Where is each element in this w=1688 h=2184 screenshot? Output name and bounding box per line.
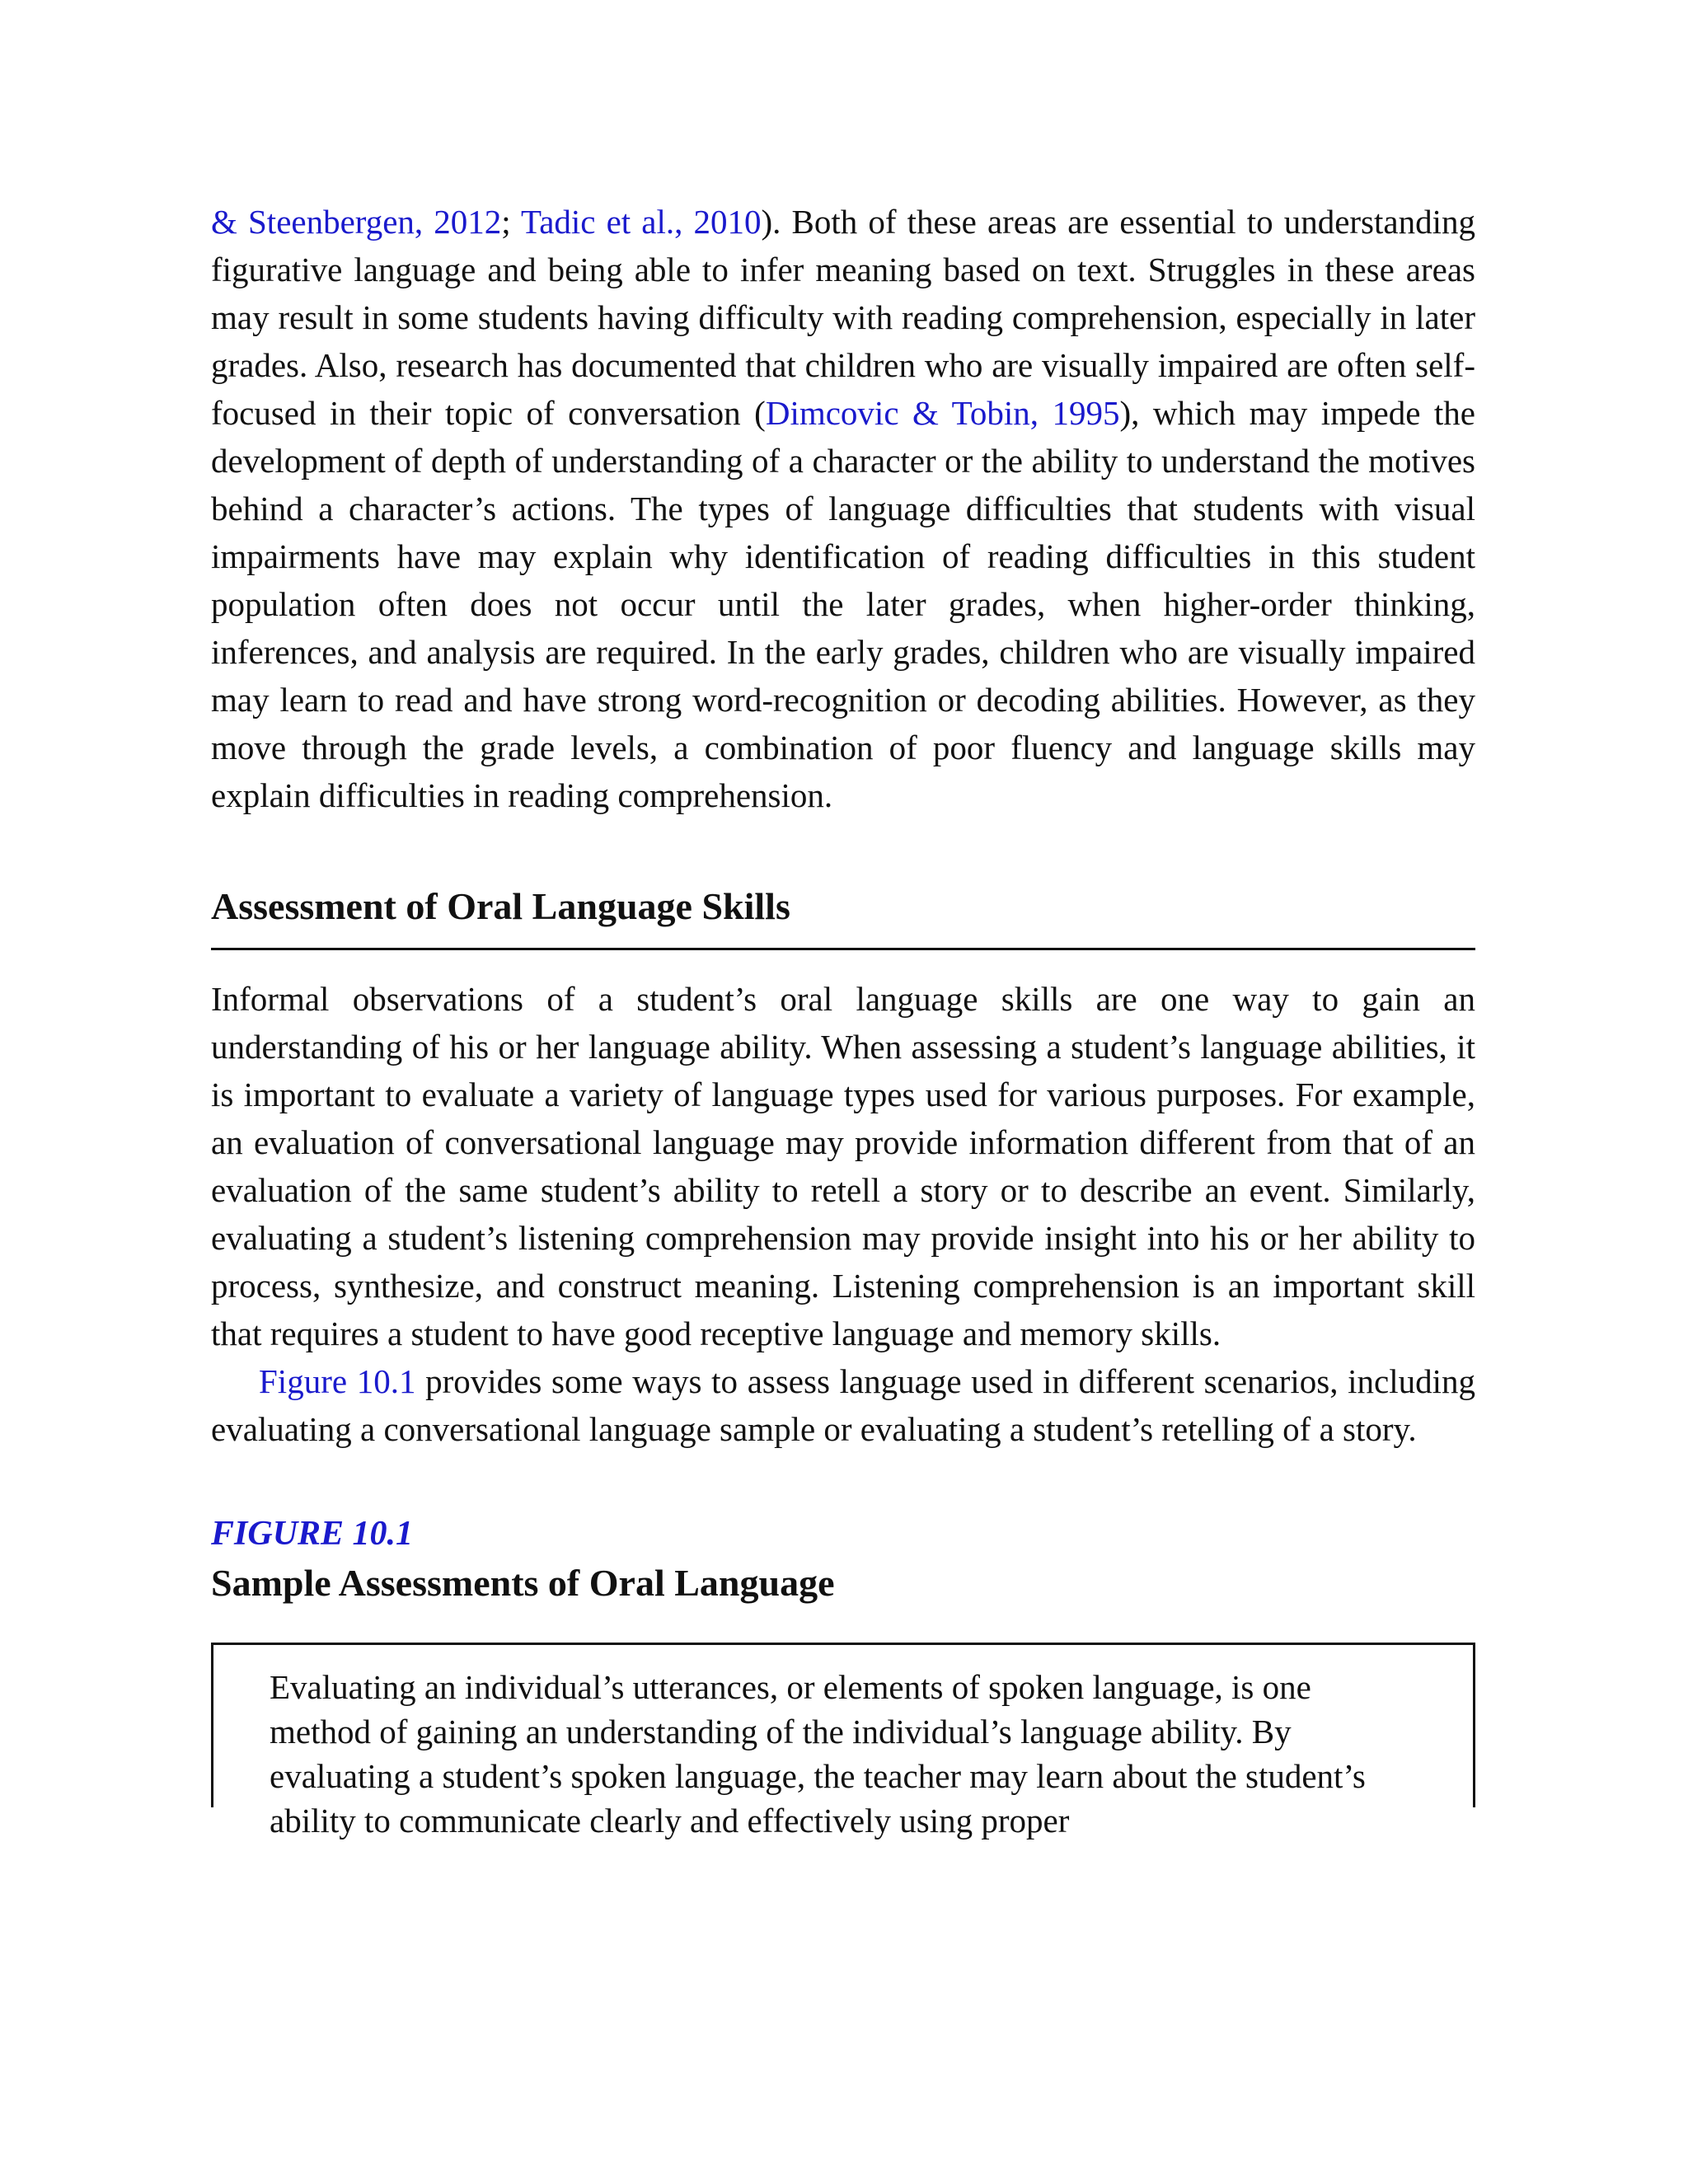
citation-separator: ; xyxy=(501,203,522,241)
figure-reference-link[interactable]: Figure 10.1 xyxy=(259,1362,416,1400)
citation-link-steenbergen[interactable]: & Steenbergen, 2012 xyxy=(211,203,502,241)
figure-title: Sample Assessments of Oral Language xyxy=(211,1562,835,1604)
figure-label: FIGURE 10.1 xyxy=(211,1515,414,1553)
intro-text-part-2: ), which may impede the development of depth of understanding of a character or the ability to understand the motives behind a character’s actions. The types of language difficulties that students with visual impairments have may explain why identification of reading difficulties in this student population often does not occur until the later grades, when higher-order thinking, inferences, and analysis are required. In the early grades, children who are visually impaired may learn to read and have strong word-recognition or decoding abilities. However, as they move through the grade levels, a combination of poor fluency and language skills may explain difficulties in reading comprehension. xyxy=(211,394,1475,814)
intro-text-part-1: ). Both of these areas are essential to understanding figurative language and being able to infer meaning based on text. Struggles in these areas may result in some students having difficulty with reading comprehension, especially in later grades. Also, research has documented that children who are visually impaired are often self-focused in their topic of conversation ( xyxy=(211,203,1475,432)
citation-link-tadic[interactable]: Tadic et al., 2010 xyxy=(521,203,762,241)
intro-paragraph xyxy=(211,198,1475,819)
section-paragraph-1: Informal observations of a student’s oral language skills are one way to gain an understanding of his or her language ability. When assessing a student’s language abilities, it is important to evaluate a variety of language types used for various purposes. For example, an evaluation of conversational language may provide information different from that of an evaluation of the same student’s ability to retell a story or to describe an event. Similarly, evaluating a student’s listening comprehension may provide insight into his or her ability to process, synthesize, and construct meaning. Listening comprehension is an important skill that requires a student to have good receptive language and memory skills. xyxy=(211,980,1475,1352)
section-divider xyxy=(211,948,1475,950)
page-content xyxy=(211,198,1475,1840)
figure-box-text: Evaluating an individual’s utterances, or elements of spoken language, is one method of gaining an understanding of the individual’s language ability. By evaluating a student’s spoken language, the teacher may learn about the student’s ability to communicate clearly and effectively using proper xyxy=(270,1668,1366,1840)
section-heading: Assessment of Oral Language Skills xyxy=(211,885,790,927)
section-paragraph-2 xyxy=(211,1357,1475,1453)
section-paragraph-2-text: provides some ways to assess language used in different scenarios, including evaluating a conversational language sample or evaluating a student’s retelling of a story. xyxy=(211,1362,1475,1448)
citation-link-dimcovic[interactable]: Dimcovic & Tobin, 1995 xyxy=(765,394,1120,432)
figure-box xyxy=(211,1643,1475,1840)
